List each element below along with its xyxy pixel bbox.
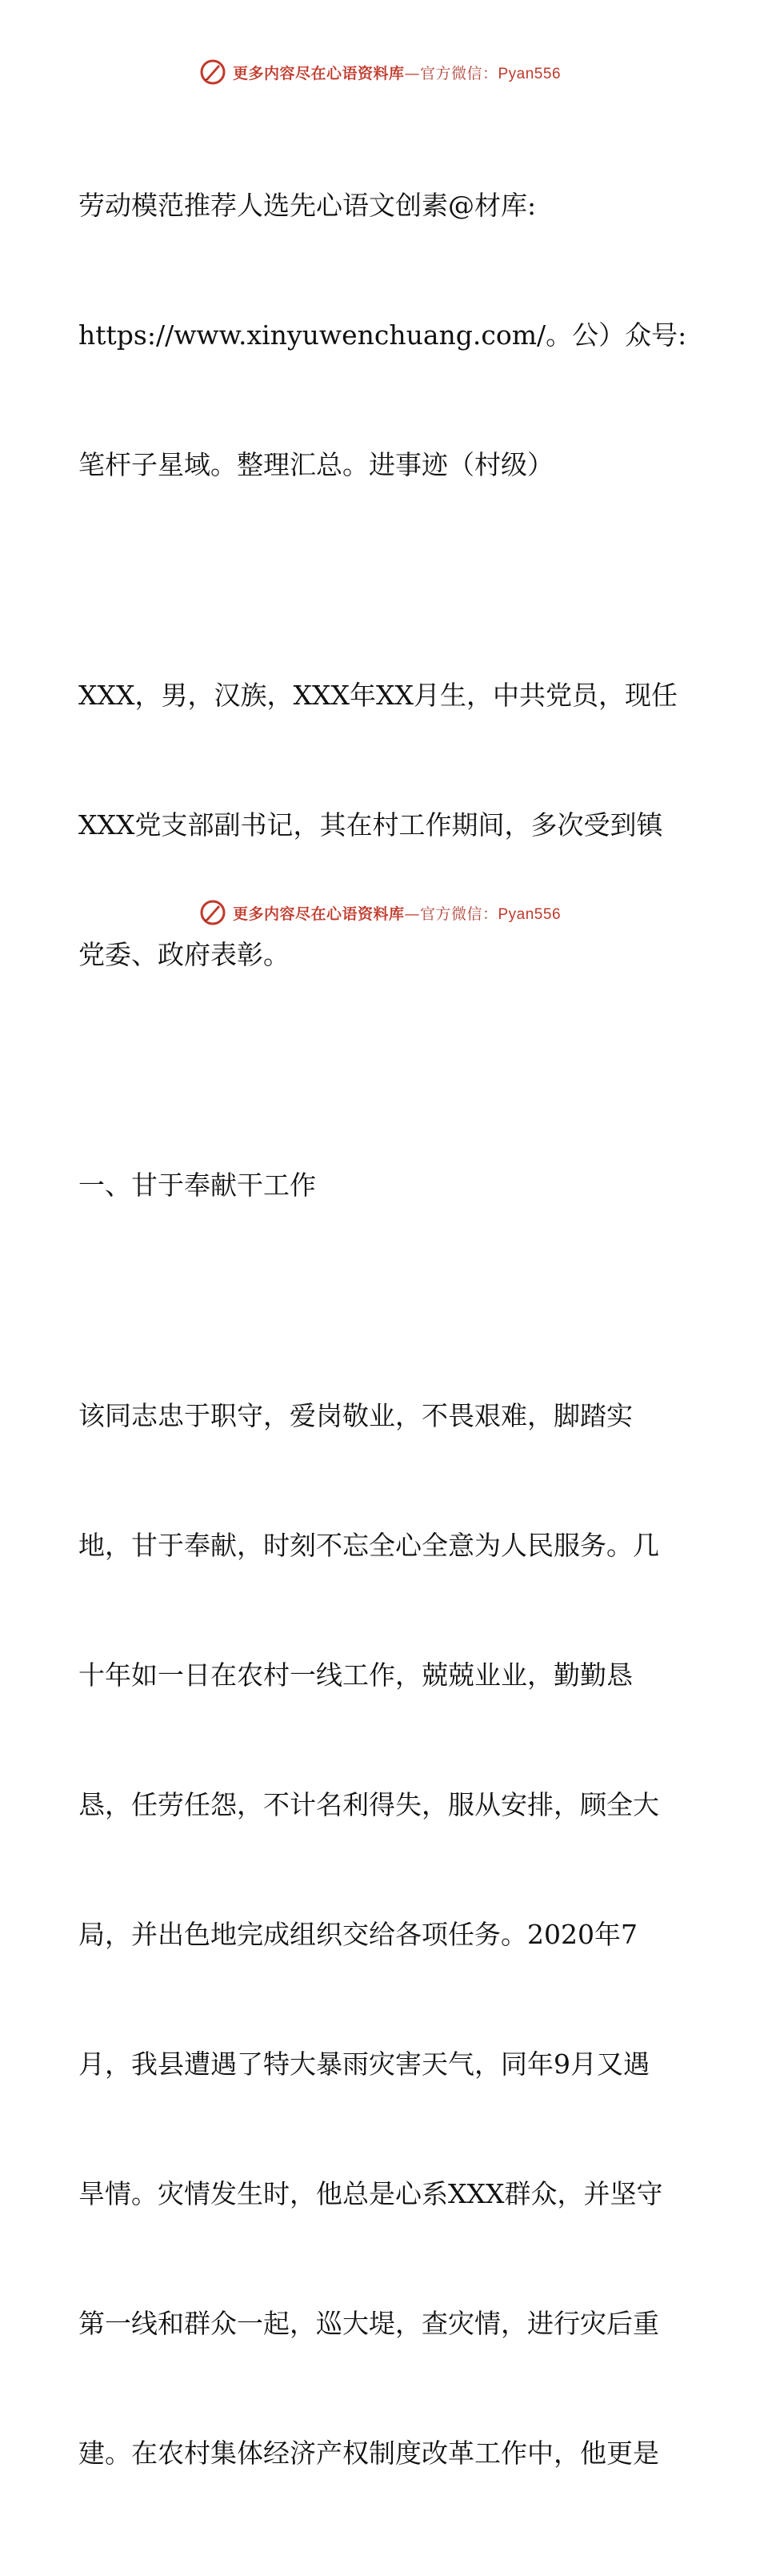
title-line: https://www.xinyuwenchuang.com/。公）众号: bbox=[78, 319, 687, 351]
banner-official-label: 官方微信： bbox=[419, 905, 498, 923]
banner-text bbox=[233, 62, 561, 83]
body-line: 局，并出色地完成组织交给各项任务。2020年7 bbox=[78, 1919, 638, 1950]
body-line: 恳，任劳任怨，不计名利得失，服从安排，顾全大 bbox=[78, 1789, 659, 1820]
body-line: 该同志忠于职守，爱岗敬业，不畏艰难，脚踏实 bbox=[78, 1400, 633, 1431]
body-line: 建。在农村集体经济产权制度改革工作中，他更是 bbox=[78, 2438, 659, 2469]
footer-banner bbox=[0, 897, 760, 929]
banner-wechat-id: Pyan556 bbox=[498, 65, 562, 82]
intro-paragraph bbox=[78, 588, 680, 1063]
body-paragraph bbox=[78, 1308, 680, 2562]
intro-line: XXX，男，汉族，XXX年XX月生，中共党员，现任 bbox=[78, 680, 678, 711]
quill-logo-icon bbox=[199, 58, 226, 86]
title-line: 笔杆子星域。整理汇总。进事迹（村级） bbox=[78, 449, 554, 480]
document-body bbox=[78, 98, 687, 2576]
body-line: 旱情。灾情发生时，他总是心系XXX群众，并坚守 bbox=[78, 2178, 663, 2209]
banner-official-label: 官方微信： bbox=[419, 64, 498, 82]
banner-wechat-id: Pyan556 bbox=[498, 905, 562, 923]
body-line: 月，我县遭遇了特大暴雨灾害天气，同年9月又遇 bbox=[78, 2048, 650, 2080]
banner-text bbox=[233, 902, 561, 924]
quill-logo-icon bbox=[199, 899, 226, 926]
header-banner bbox=[0, 56, 760, 88]
body-line: 十年如一日在农村一线工作，兢兢业业，勤勤恳 bbox=[78, 1659, 633, 1691]
banner-dash: — bbox=[404, 905, 420, 923]
intro-line: XXX党支部副书记，其在村工作期间，多次受到镇 bbox=[78, 809, 663, 841]
title-line: 劳动模范推荐人选先心语文创素@材库: bbox=[78, 190, 537, 221]
body-line: 地，甘于奉献，时刻不忘全心全意为人民服务。几 bbox=[78, 1530, 659, 1561]
banner-dash: — bbox=[404, 64, 420, 82]
banner-main-text: 更多内容尽在心语资料库 bbox=[232, 64, 405, 82]
body-line: 第一线和群众一起，巡大堤，查灾情，进行灾后重 bbox=[78, 2308, 659, 2339]
section-heading bbox=[78, 1077, 680, 1294]
intro-line: 党委、政府表彰。 bbox=[78, 939, 290, 970]
section-heading-text: 一、甘于奉献干工作 bbox=[78, 1170, 316, 1201]
banner-main-text: 更多内容尽在心语资料库 bbox=[232, 905, 405, 923]
document-title bbox=[78, 98, 687, 573]
